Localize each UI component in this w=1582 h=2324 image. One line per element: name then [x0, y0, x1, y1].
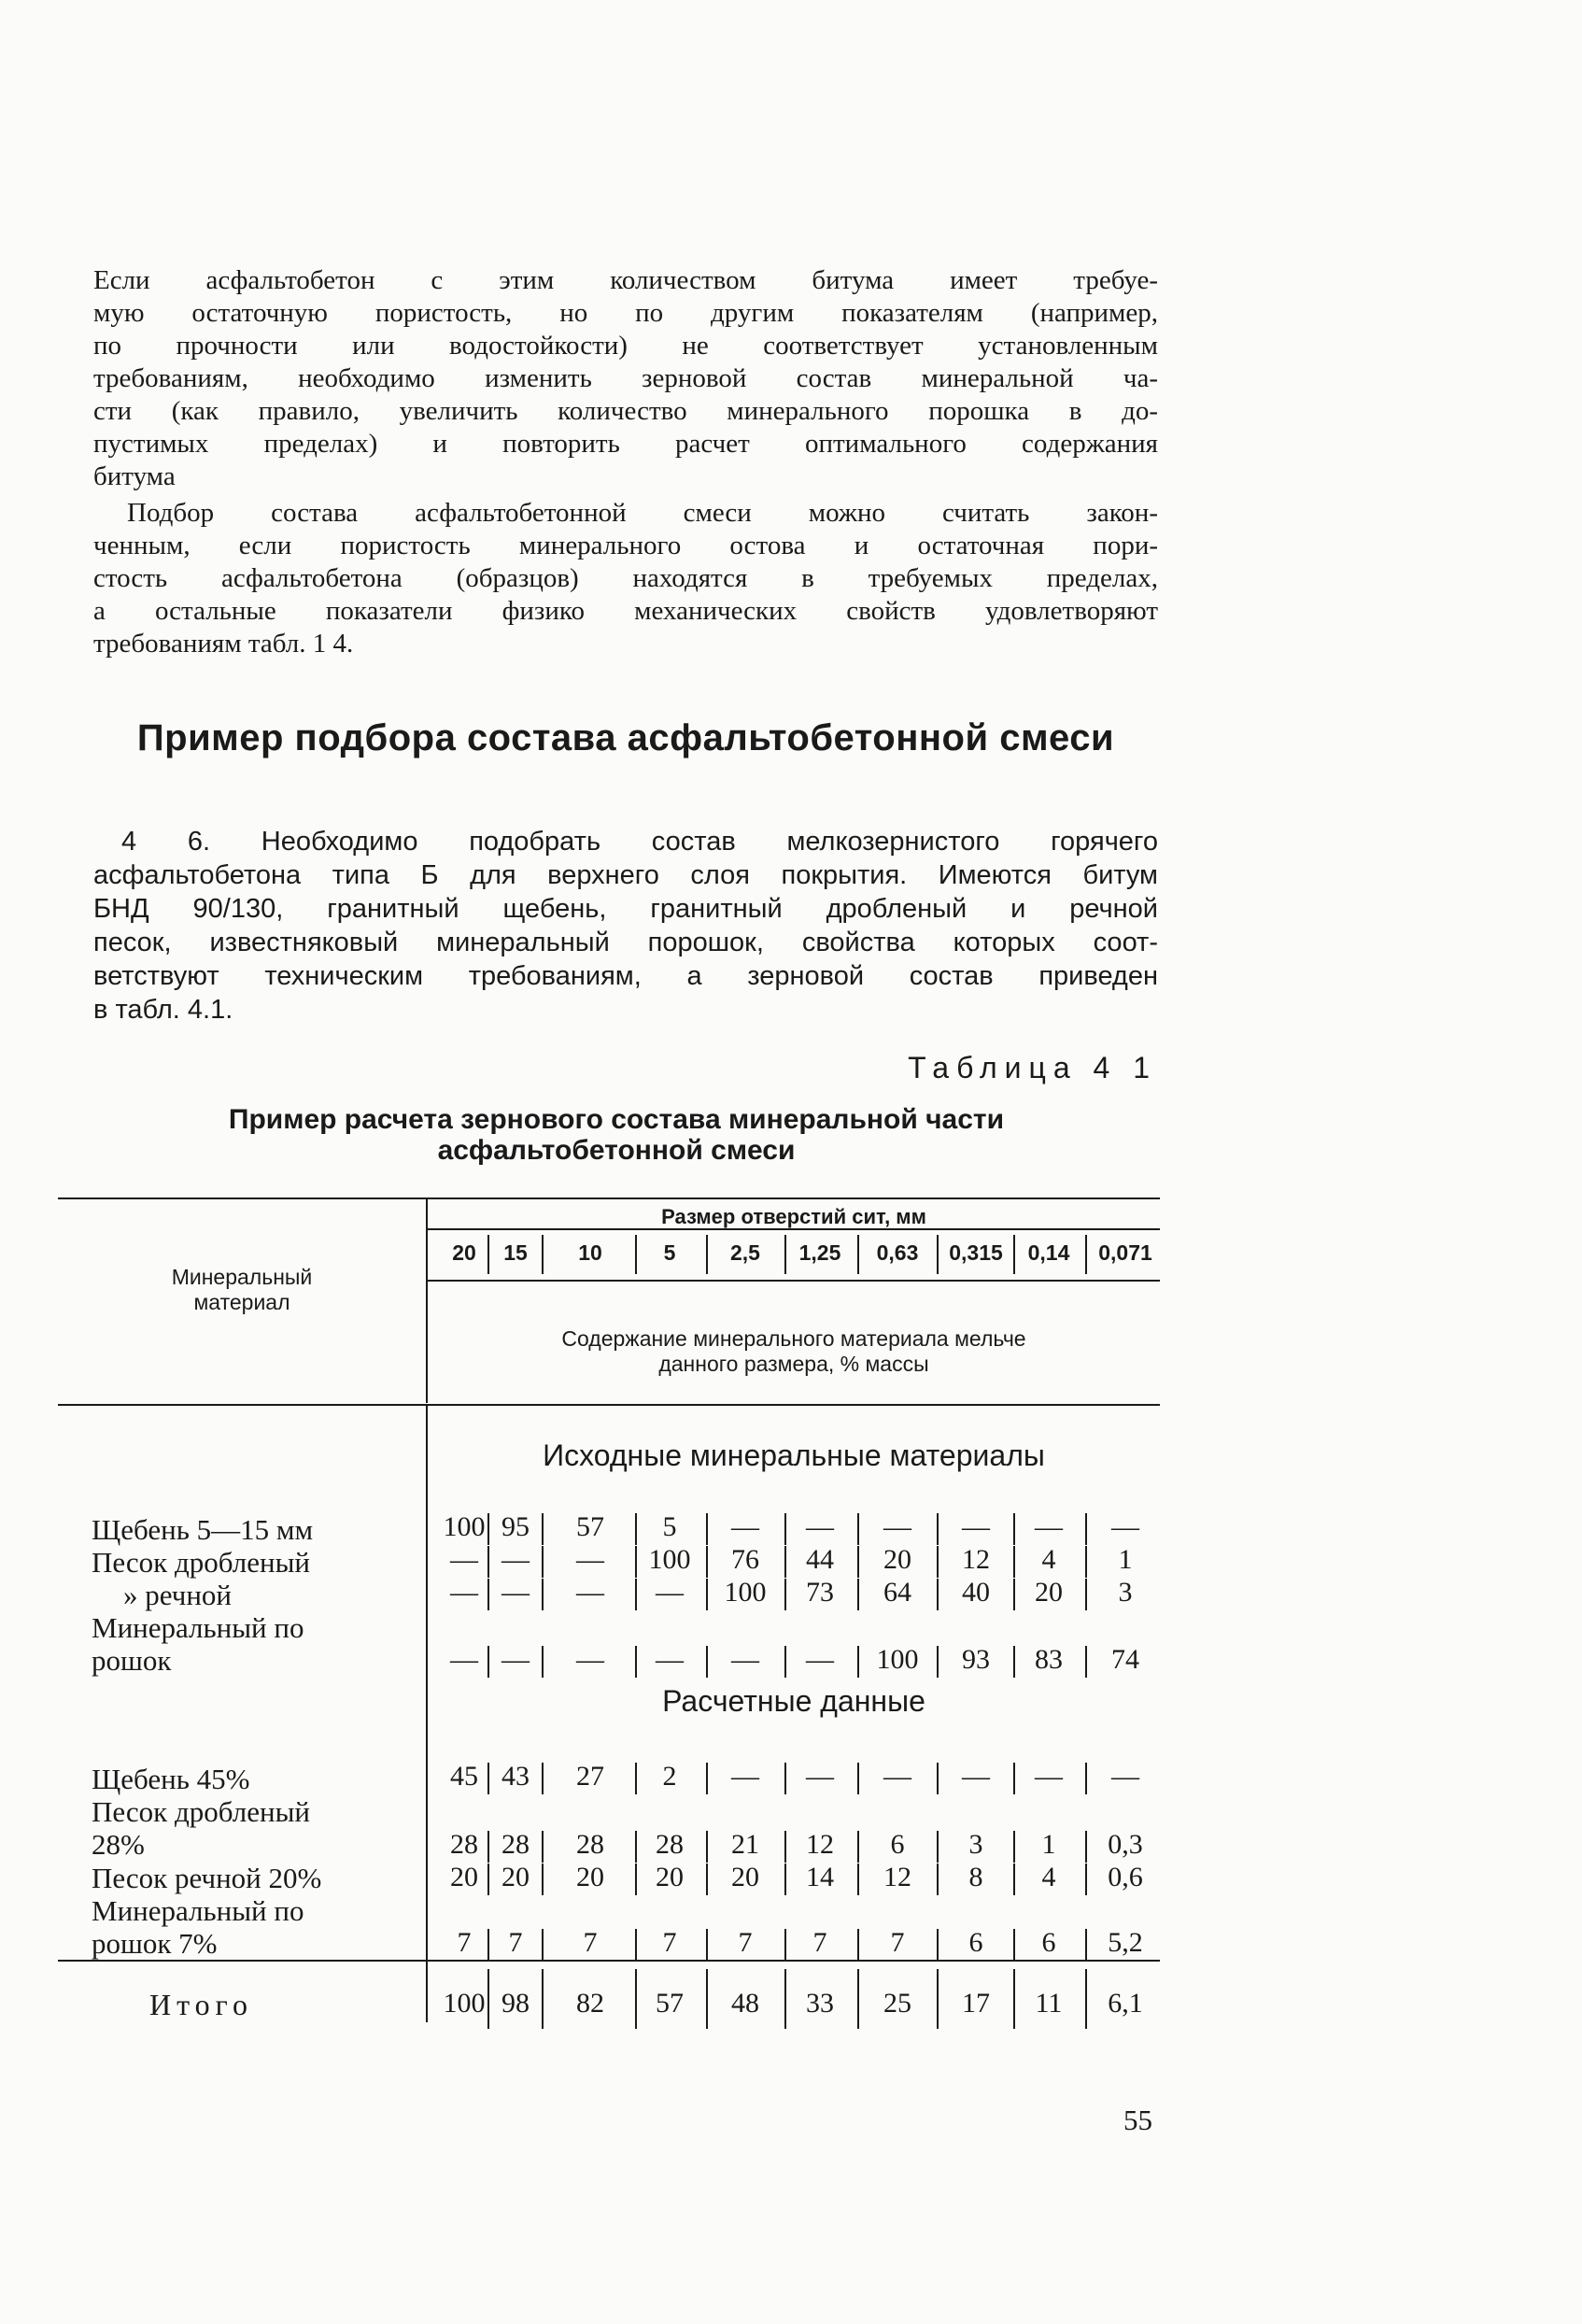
cell-separator: [937, 1646, 939, 1678]
cell-separator: [1085, 1646, 1087, 1678]
cell-separator: [635, 1546, 637, 1578]
cell-separator: [487, 1929, 489, 1961]
cell-separator: [784, 1929, 786, 1961]
table-cell: 20: [656, 1862, 684, 1892]
cell-separator: [706, 1579, 708, 1610]
table-cell: —: [1111, 1761, 1139, 1792]
cell-separator: [487, 1513, 489, 1545]
cell-separator: [857, 1546, 859, 1578]
cell-separator: [706, 1863, 708, 1895]
table-cell: —: [656, 1644, 684, 1675]
table-cell: —: [501, 1577, 530, 1608]
material-label: Песок дробленый: [92, 1795, 310, 1828]
sieve-rule-bottom: [428, 1280, 1160, 1282]
table-cell: —: [1035, 1761, 1063, 1792]
sieve-size-header: Размер отверстий сит, мм: [661, 1205, 926, 1228]
cell-separator: [1085, 1929, 1087, 1961]
paragraph-line: битума: [93, 461, 176, 491]
table-cell: 6: [968, 1927, 983, 1958]
cell-separator: [542, 1513, 544, 1545]
total-separator: [487, 1969, 489, 2029]
paragraph-2: [93, 497, 1158, 660]
table-cell: 5: [662, 1511, 677, 1542]
paragraph-3: [93, 825, 1158, 1027]
paragraph-line: сти (как правило, увеличить количество минерального порошка в до-: [93, 396, 1158, 426]
table-cell: 28: [656, 1829, 684, 1860]
table-cell: 7: [738, 1927, 753, 1958]
material-label: Щебень 45%: [92, 1763, 250, 1795]
paragraph-line: пустимых пределах) и повторить расчет оптимального содержания: [93, 429, 1158, 459]
cell-separator: [635, 1646, 637, 1678]
table-cell: 6: [1041, 1927, 1056, 1958]
total-separator: [1085, 1969, 1087, 2029]
paragraph-line: мую остаточную пористость, но по другим показателям (например,: [93, 298, 1158, 328]
sieve-separator: [937, 1235, 939, 1274]
table-cell: —: [1111, 1511, 1139, 1542]
table-cell: 7: [583, 1927, 598, 1958]
paragraph-line: ветствуют техническим требованиям, а зерновой состав приведен: [93, 961, 1158, 991]
cell-separator: [937, 1763, 939, 1794]
table-cell: 14: [806, 1862, 834, 1892]
sieve-size-cell: 0,63: [876, 1240, 919, 1265]
sieve-size-cell: 0,071: [1098, 1240, 1152, 1265]
total-separator: [857, 1969, 859, 2029]
cell-separator: [542, 1579, 544, 1610]
table-cell: 83: [1035, 1644, 1063, 1675]
cell-separator: [784, 1831, 786, 1863]
paragraph-line: а остальные показатели физико механических свойств удовлетворяют: [93, 596, 1158, 626]
cell-separator: [487, 1646, 489, 1678]
header-bottom-rule: [58, 1404, 1160, 1406]
material-label: Минеральный по: [92, 1611, 304, 1644]
content-note-line: данного размера, % массы: [658, 1352, 929, 1376]
paragraph-line: по прочности или водостойкости) не соответствует установленным: [93, 331, 1158, 361]
cell-separator: [857, 1763, 859, 1794]
cell-separator: [857, 1513, 859, 1545]
cell-separator: [937, 1546, 939, 1578]
table-cell: —: [501, 1544, 530, 1575]
cell-separator: [706, 1831, 708, 1863]
content-note-line: Содержание минерального материала мельче: [561, 1326, 1026, 1351]
table-cell: 8: [968, 1862, 983, 1892]
cell-separator: [937, 1831, 939, 1863]
material-label: Минеральный по: [92, 1894, 304, 1927]
table-cell: 20: [450, 1862, 478, 1892]
table-cell: 6: [890, 1829, 905, 1860]
table-cell: 3: [968, 1829, 983, 1860]
table-title-line: асфальтобетонной смеси: [437, 1135, 796, 1166]
table-cell: 20: [731, 1862, 759, 1892]
cell-separator: [1013, 1646, 1015, 1678]
cell-separator: [1085, 1831, 1087, 1863]
cell-separator: [487, 1863, 489, 1895]
table-cell: 28: [450, 1829, 478, 1860]
table-cell: 74: [1111, 1644, 1139, 1675]
table-cell: 20: [883, 1544, 911, 1575]
total-cell: 11: [1035, 1988, 1063, 2019]
cell-separator: [1013, 1546, 1015, 1578]
cell-separator: [1085, 1513, 1087, 1545]
table-cell: —: [576, 1577, 604, 1608]
paragraph-line: Подбор состава асфальтобетонной смеси можно считать закон-: [127, 498, 1158, 528]
cell-separator: [635, 1929, 637, 1961]
table-cell: 44: [806, 1544, 834, 1575]
cell-separator: [784, 1646, 786, 1678]
cell-separator: [635, 1831, 637, 1863]
table-cell: 76: [731, 1544, 759, 1575]
table-cell: 0,6: [1108, 1862, 1143, 1892]
table-cell: 28: [501, 1829, 530, 1860]
cell-separator: [784, 1546, 786, 1578]
total-separator: [635, 1969, 637, 2029]
cell-separator: [1013, 1513, 1015, 1545]
total-separator: [706, 1969, 708, 2029]
cell-separator: [487, 1579, 489, 1610]
sieve-size-cell: 0,14: [1027, 1240, 1070, 1265]
sieve-separator: [784, 1235, 786, 1274]
material-label: Песок речной 20%: [92, 1862, 322, 1894]
sieve-size-cell: 10: [578, 1240, 602, 1265]
cell-separator: [706, 1513, 708, 1545]
total-cell: 100: [443, 1988, 486, 2019]
total-cell: 25: [883, 1988, 911, 2019]
table-cell: —: [731, 1511, 759, 1542]
section-title-source: Исходные минеральные материалы: [543, 1438, 1045, 1472]
sieve-separator: [706, 1235, 708, 1274]
total-cell: 33: [806, 1988, 834, 2019]
cell-separator: [706, 1929, 708, 1961]
paragraph-line: Если асфальтобетон с этим количеством битума имеет требуе-: [93, 265, 1158, 295]
cell-separator: [487, 1546, 489, 1578]
cell-separator: [1013, 1831, 1015, 1863]
table-cell: —: [883, 1511, 911, 1542]
sieve-separator: [857, 1235, 859, 1274]
table-cell: —: [962, 1511, 990, 1542]
cell-separator: [706, 1646, 708, 1678]
cell-separator: [487, 1763, 489, 1794]
table-cell: 28: [576, 1829, 604, 1860]
table-cell: 73: [806, 1577, 834, 1608]
table-cell: 1: [1041, 1829, 1056, 1860]
table-cell: —: [1035, 1511, 1063, 1542]
table-cell: 0,3: [1108, 1829, 1143, 1860]
table-cell: 45: [450, 1761, 478, 1792]
cell-separator: [1013, 1929, 1015, 1961]
total-rule: [58, 1960, 1160, 1962]
table-cell: 93: [962, 1644, 990, 1675]
sieve-size-cell: 20: [452, 1240, 476, 1265]
cell-separator: [1013, 1863, 1015, 1895]
cell-separator: [857, 1831, 859, 1863]
cell-separator: [1085, 1863, 1087, 1895]
cell-separator: [542, 1863, 544, 1895]
material-label: рошок: [92, 1644, 172, 1677]
cell-separator: [784, 1863, 786, 1895]
paragraph-1: [93, 264, 1158, 493]
cell-separator: [784, 1513, 786, 1545]
cell-separator: [542, 1763, 544, 1794]
cell-separator: [937, 1513, 939, 1545]
cell-separator: [857, 1646, 859, 1678]
table-cell: —: [576, 1544, 604, 1575]
paragraph-line: в табл. 4.1.: [93, 995, 233, 1025]
cell-separator: [1013, 1579, 1015, 1610]
paragraph-line: 4 6. Необходимо подобрать состав мелкозернистого горячего: [121, 827, 1158, 857]
table-cell: —: [450, 1644, 478, 1675]
table-cell: 4: [1041, 1544, 1056, 1575]
paragraph-line: требованиям табл. 1 4.: [93, 629, 354, 659]
table-cell: 5,2: [1108, 1927, 1143, 1958]
cell-separator: [706, 1546, 708, 1578]
table-cell: 20: [501, 1862, 530, 1892]
cell-separator: [635, 1513, 637, 1545]
cell-separator: [1085, 1546, 1087, 1578]
cell-separator: [857, 1929, 859, 1961]
sieve-separator: [487, 1235, 489, 1274]
table-cell: 100: [876, 1644, 919, 1675]
table-cell: —: [962, 1761, 990, 1792]
table-cell: 3: [1118, 1577, 1133, 1608]
table-cell: —: [806, 1761, 834, 1792]
table-cell: 7: [457, 1927, 472, 1958]
cell-separator: [784, 1579, 786, 1610]
cell-separator: [487, 1831, 489, 1863]
table-cell: 64: [883, 1577, 911, 1608]
sieve-separator: [542, 1235, 544, 1274]
cell-separator: [937, 1579, 939, 1610]
table-cell: 7: [812, 1927, 827, 1958]
cell-separator: [1013, 1763, 1015, 1794]
table-label: Таблица 4 1: [908, 1051, 1157, 1084]
cell-separator: [937, 1863, 939, 1895]
table-title: [149, 1104, 1083, 1166]
column-label-line: материал: [193, 1290, 290, 1314]
total-label: Итого: [149, 1988, 253, 2021]
table-title-line: Пример расчета зернового состава минеральной части: [228, 1104, 1005, 1135]
sieve-size-cell: 5: [663, 1240, 676, 1265]
table-cell: —: [656, 1577, 684, 1608]
table-cell: 21: [731, 1829, 759, 1860]
page-number: 55: [1123, 2104, 1152, 2136]
table-cell: —: [883, 1761, 911, 1792]
material-label: рошок 7%: [92, 1927, 218, 1960]
table-cell: —: [731, 1761, 759, 1792]
cell-separator: [542, 1929, 544, 1961]
table-cell: —: [450, 1544, 478, 1575]
table-cell: 20: [576, 1862, 604, 1892]
sieve-separator: [635, 1235, 637, 1274]
paragraph-line: требованиям, необходимо изменить зерновой состав минеральной ча-: [93, 363, 1158, 393]
cell-separator: [857, 1863, 859, 1895]
paragraph-line: песок, известняковый минеральный порошок, свойства которых соот-: [93, 928, 1158, 957]
table-cell: —: [576, 1644, 604, 1675]
cell-separator: [635, 1863, 637, 1895]
cell-separator: [706, 1763, 708, 1794]
total-separator: [937, 1969, 939, 2029]
table-cell: 12: [883, 1862, 911, 1892]
total-separator: [1013, 1969, 1015, 2029]
table-cell: 20: [1035, 1577, 1063, 1608]
cell-separator: [542, 1646, 544, 1678]
total-separator: [784, 1969, 786, 2029]
cell-separator: [1085, 1763, 1087, 1794]
table-cell: —: [806, 1511, 834, 1542]
table-cell: 2: [662, 1761, 677, 1792]
total-cell: 82: [576, 1988, 604, 2019]
table-cell: —: [501, 1644, 530, 1675]
cell-separator: [635, 1579, 637, 1610]
sieve-size-cell: 0,315: [949, 1240, 1003, 1265]
sieve-separator: [1013, 1235, 1015, 1274]
cell-separator: [635, 1763, 637, 1794]
column-label-line: Минеральный: [171, 1265, 313, 1289]
total-cell: 17: [962, 1988, 990, 2019]
content-note: [428, 1326, 1160, 1377]
paragraph-line: асфальтобетона типа Б для верхнего слоя покрытия. Имеются битум: [93, 860, 1158, 890]
table-cell: 12: [962, 1544, 990, 1575]
section-heading: Пример подбора состава асфальтобетонной смеси: [136, 717, 1115, 758]
table-cell: —: [806, 1644, 834, 1675]
paragraph-line: БНД 90/130, гранитный щебень, гранитный дробленый и речной: [93, 894, 1158, 924]
cell-separator: [542, 1546, 544, 1578]
total-cell: 98: [501, 1988, 530, 2019]
sieve-size-cell: 2,5: [730, 1240, 760, 1265]
table-cell: 95: [501, 1511, 530, 1542]
table-cell: 12: [806, 1829, 834, 1860]
table-cell: 40: [962, 1577, 990, 1608]
table-cell: 4: [1041, 1862, 1056, 1892]
total-separator: [542, 1969, 544, 2029]
table-top-rule: [58, 1197, 1160, 1199]
material-label: Песок дробленый: [92, 1546, 310, 1579]
column-label-material: [58, 1265, 426, 1315]
table-cell: 27: [576, 1761, 604, 1792]
paragraph-line: ченным, если пористость минерального остова и остаточная пори-: [93, 531, 1158, 560]
cell-separator: [784, 1763, 786, 1794]
table-cell: 57: [576, 1511, 604, 1542]
table-cell: 100: [724, 1577, 767, 1608]
sieve-separator: [1085, 1235, 1087, 1274]
cell-separator: [542, 1831, 544, 1863]
cell-separator: [1085, 1579, 1087, 1610]
sieve-size-cell: 1,25: [798, 1240, 841, 1265]
cell-separator: [857, 1579, 859, 1610]
material-label: » речной: [123, 1579, 233, 1611]
total-cell: 48: [731, 1988, 759, 2019]
table-cell: —: [731, 1644, 759, 1675]
table-cell: 100: [443, 1511, 486, 1542]
table-cell: —: [450, 1577, 478, 1608]
table-cell: 1: [1118, 1544, 1133, 1575]
table-cell: 7: [662, 1927, 677, 1958]
sieve-size-cell: 15: [503, 1240, 528, 1265]
table-cell: 100: [648, 1544, 691, 1575]
table-cell: 7: [890, 1927, 905, 1958]
paragraph-line: стость асфальтобетона (образцов) находятся в требуемых пределах,: [93, 563, 1158, 593]
table-cell: 7: [508, 1927, 523, 1958]
material-label: Щебень 5—15 мм: [92, 1513, 314, 1546]
cell-separator: [937, 1929, 939, 1961]
total-cell: 57: [656, 1988, 684, 2019]
material-label: 28%: [92, 1828, 145, 1861]
section-title-calculated: Расчетные данные: [662, 1684, 925, 1718]
total-cell: 6,1: [1108, 1988, 1143, 2019]
table-cell: 43: [501, 1761, 530, 1792]
